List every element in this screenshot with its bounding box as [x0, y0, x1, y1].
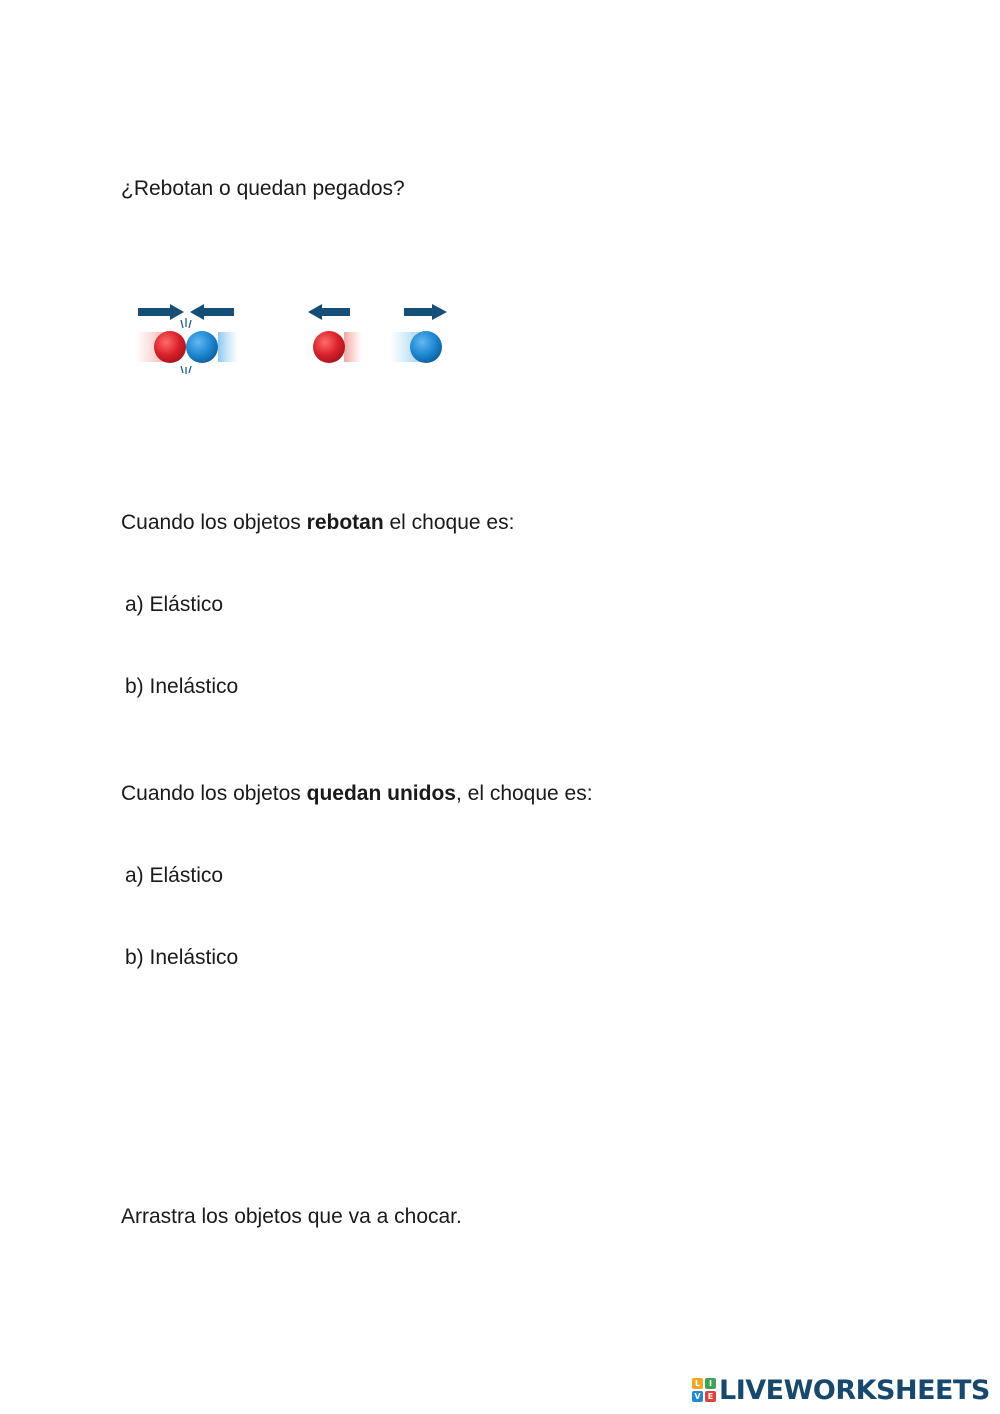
- question-2-prompt: [121, 781, 593, 807]
- arrow-right-icon: [404, 304, 447, 320]
- question-title: ¿Rebotan o quedan pegados?: [121, 177, 405, 200]
- liveworksheets-brand: [692, 1374, 990, 1406]
- arrow-left-icon: [190, 304, 234, 320]
- logo-letter-v: V: [692, 1391, 703, 1402]
- brand-name: LIVEWORKSHEETS: [719, 1374, 990, 1406]
- separation-scene: [308, 304, 447, 363]
- collision-illustration: [132, 296, 452, 376]
- question-1-suffix: el choque es:: [383, 511, 515, 534]
- logo-letter-e: E: [705, 1391, 716, 1402]
- arrow-right-icon: [138, 304, 184, 320]
- arrow-left-icon: [308, 304, 350, 320]
- blue-ball: [410, 331, 442, 363]
- question-2-keyword: quedan unidos: [306, 782, 456, 805]
- liveworksheets-logo-icon: [692, 1378, 716, 1402]
- drag-instruction: Arrastra los objetos que va a chocar.: [121, 1205, 462, 1228]
- question-2-suffix: , el choque es:: [455, 782, 593, 805]
- question-2-option-b[interactable]: b) Inelástico: [125, 946, 239, 969]
- collision-scene: [136, 304, 238, 374]
- question-2-option-a[interactable]: a) Elástico: [125, 864, 224, 887]
- question-1-option-b[interactable]: b) Inelástico: [125, 675, 239, 698]
- blue-motion-trail: [218, 332, 238, 362]
- red-ball: [313, 331, 345, 363]
- question-1-keyword: rebotan: [306, 511, 384, 534]
- red-motion-trail: [344, 332, 362, 362]
- question-1-option-a[interactable]: a) Elástico: [125, 593, 224, 616]
- question-1-prompt: [121, 510, 514, 536]
- logo-letter-i: I: [705, 1378, 716, 1389]
- logo-letter-l: L: [692, 1378, 703, 1389]
- question-2-prefix: Cuando los objetos: [121, 782, 307, 805]
- red-ball: [154, 331, 186, 363]
- blue-ball: [186, 331, 218, 363]
- question-1-prefix: Cuando los objetos: [121, 511, 307, 534]
